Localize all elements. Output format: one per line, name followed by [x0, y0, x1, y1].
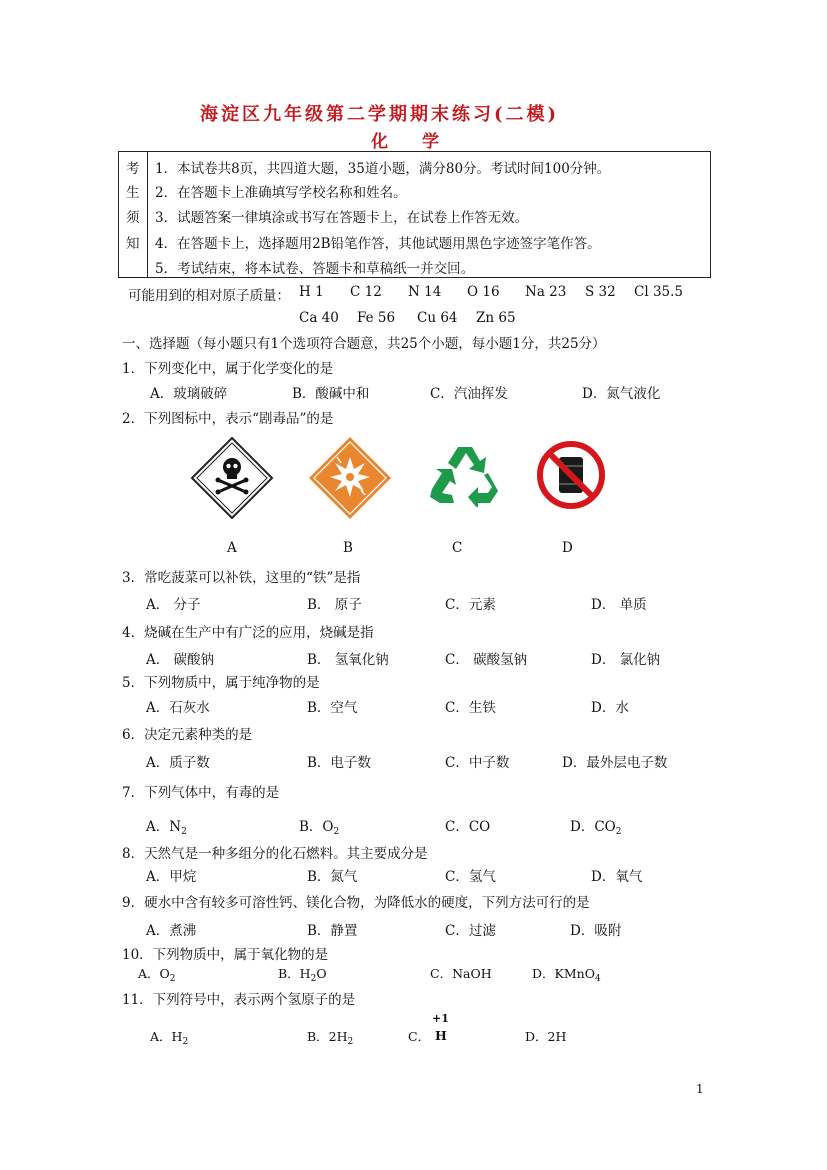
option-b: B．空气: [307, 700, 358, 716]
question-stem: 5．下列物质中，属于纯净物的是: [122, 675, 320, 691]
option-b: B． 氢氧化钠: [307, 652, 389, 668]
atomic-mass: O 16: [467, 284, 500, 300]
atomic-mass: Zn 65: [476, 310, 516, 326]
question-stem: 6．决定元素种类的是: [122, 727, 253, 743]
subject-title: 化 学: [371, 132, 439, 152]
option-b: B．氮气: [307, 869, 358, 885]
option-c: C．汽油挥发: [430, 386, 508, 402]
option-c: C． 碳酸氢钠: [445, 652, 528, 668]
option-a: A．甲烷: [146, 869, 197, 885]
toxic-skull-icon: [190, 436, 274, 520]
atomic-mass: Ca 40: [299, 310, 339, 326]
option-d: D．最外层电子数: [562, 755, 668, 771]
question-stem: 1．下列变化中，属于化学变化的是: [122, 361, 334, 377]
atomic-mass: Na 23: [525, 284, 567, 300]
atomic-mass: C 12: [350, 284, 382, 300]
question-stem: 10．下列物质中，属于氧化物的是: [122, 947, 329, 963]
notice-side-label: [119, 152, 148, 277]
icon-label: A: [227, 540, 237, 556]
recycle-icon: [428, 443, 502, 507]
option-a: A．$H_2$: [150, 1029, 189, 1047]
no-oil-barrel-icon: [536, 440, 606, 510]
valence-symbol: H: [435, 1028, 447, 1043]
question-stem: 11．下列符号中，表示两个氢原子的是: [122, 992, 356, 1008]
notice-line: 2．在答题卡上准确填写学校名称和姓名。: [155, 185, 407, 201]
side-char: 考: [126, 161, 140, 177]
option-b: B．酸碱中和: [292, 386, 370, 402]
notice-line: 3．试题答案一律填涂或书写在答题卡上，在试卷上作答无效。: [155, 210, 529, 226]
option-d: D． 氯化钠: [591, 652, 661, 668]
side-char: 生: [126, 185, 140, 201]
option-d: D．水: [591, 700, 629, 716]
notice-line: 1．本试卷共8页，共四道大题，35道小题，满分80分。考试时间100分钟。: [155, 161, 611, 177]
side-char: 须: [126, 210, 140, 226]
side-char: 知: [126, 236, 140, 252]
option-d: D．$CO_2$: [570, 819, 622, 837]
option-c: C．元素: [445, 597, 496, 613]
option-a: A．玻璃破碎: [150, 386, 228, 402]
atomic-mass: Cl 35.5: [634, 284, 683, 300]
option-b: B．电子数: [307, 755, 371, 771]
icon-label: C: [452, 540, 463, 556]
option-c: C．NaOH: [430, 966, 492, 981]
page-title: 海淀区九年级第二学期期末练习(二模): [200, 104, 560, 125]
icon-label: B: [343, 540, 353, 556]
option-c: C．: [408, 1029, 431, 1044]
option-a: A．$N_2$: [146, 819, 187, 837]
option-c: C．过滤: [445, 923, 496, 939]
atomic-mass: H 1: [299, 284, 324, 300]
page-number: 1: [696, 1082, 704, 1096]
option-d: D．氮气液化: [582, 386, 661, 402]
option-a: A． 碳酸钠: [146, 652, 215, 668]
option-a: A．质子数: [146, 755, 210, 771]
option-d: D．2H: [525, 1029, 567, 1044]
option-c: C．CO: [445, 819, 491, 835]
exam-notice-table: [118, 151, 711, 278]
option-b: B． 原子: [307, 597, 362, 613]
question-stem: 8．天然气是一种多组分的化石燃料。其主要成分是: [122, 846, 428, 862]
option-a: A．煮沸: [146, 923, 197, 939]
question-stem: 9．硬水中含有较多可溶性钙、镁化合物，为降低水的硬度，下列方法可行的是: [122, 895, 590, 911]
option-c: C．氢气: [445, 869, 496, 885]
option-b: B．$2H_2$: [307, 1029, 354, 1047]
option-a: A．石灰水: [146, 700, 210, 716]
option-a: A． 分子: [146, 597, 201, 613]
icon-label: D: [562, 540, 573, 556]
option-d: D．氧气: [591, 869, 643, 885]
option-d: D．KMnO$_4$: [532, 966, 601, 984]
option-d: D．吸附: [570, 923, 622, 939]
option-c: C．生铁: [445, 700, 496, 716]
question-stem: 3．常吃菠菜可以补铁，这里的“铁”是指: [122, 570, 361, 586]
option-d: D． 单质: [591, 597, 647, 613]
atomic-mass: Cu 64: [417, 310, 458, 326]
atomic-mass: Fe 56: [357, 310, 396, 326]
atomic-mass: S 32: [585, 284, 616, 300]
option-b: B．$O_2$: [299, 819, 340, 837]
option-b: B．$H_2O$: [278, 966, 327, 984]
question-stem: 7．下列气体中，有毒的是: [122, 785, 280, 801]
explosive-icon: [307, 435, 393, 521]
atomic-mass: N 14: [408, 284, 442, 300]
section-heading: 一、选择题（每小题只有1个选项符合题意，共25个小题，每小题1分，共25分）: [122, 336, 606, 352]
atomic-mass-label: 可能用到的相对原子质量：: [128, 288, 290, 304]
option-c: C．中子数: [445, 755, 510, 771]
question-stem: 2．下列图标中，表示“剧毒品”的是: [122, 411, 334, 427]
notice-line: 5．考试结束，将本试卷、答题卡和草稿纸一并交回。: [155, 261, 475, 277]
option-b: B．静置: [307, 923, 358, 939]
option-a: A．$O_2$: [138, 966, 176, 984]
question-stem: 4．烧碱在生产中有广泛的应用，烧碱是指: [122, 625, 374, 641]
notice-line: 4．在答题卡上，选择题用2B铅笔作答，其他试题用黑色字迹签字笔作答。: [155, 236, 601, 252]
valence-charge: +1: [432, 1012, 449, 1025]
